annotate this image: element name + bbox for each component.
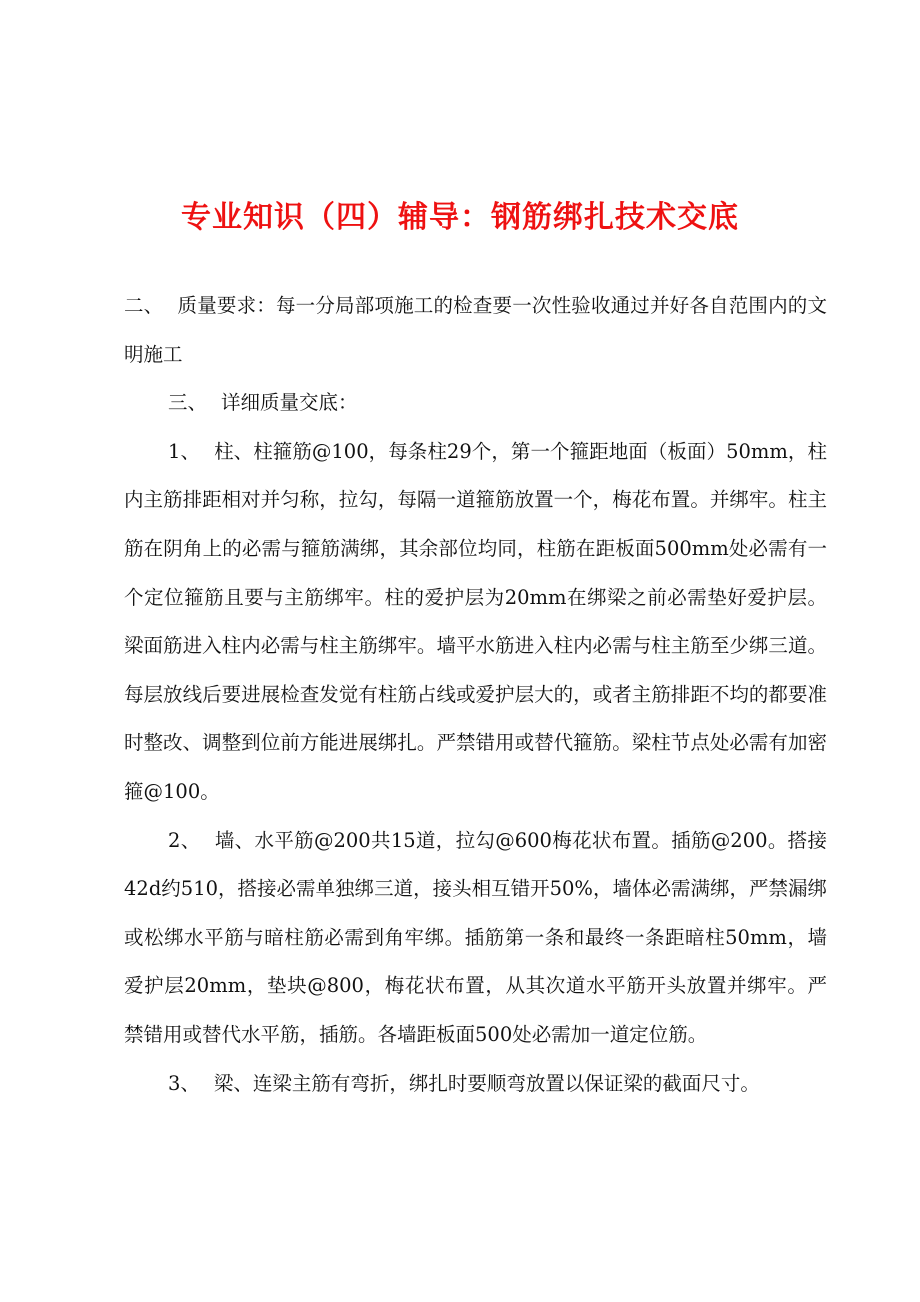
item-marker: 3、 <box>168 1071 200 1095</box>
paragraph-text: 梁、连梁主筋有弯折，绑扎时要顺弯放置以保证梁的截面尺寸。 <box>213 1071 760 1095</box>
section-quality-requirements <box>124 282 827 379</box>
document-title: 专业知识（四）辅导：钢筋绑扎技术交底 <box>181 200 739 235</box>
document-body <box>124 282 827 1108</box>
item-beams <box>124 1060 827 1109</box>
paragraph-text: 墙、水平筋@200共15道，拉勾@600梅花状布置。插筋@200。搭接42d约510，搭接必需单独绑三道，接头相互错开50%，墙体必需满绑，严禁漏绑或松绑水平筋与暗柱筋必需到角牢绑。插筋第一条和最终一条距暗柱50mm，墙爱护层20mm，垫块@800，梅花状布置，从其次道水平筋开头放置并绑牢。严禁错用或替代水平筋，插筋。各墙距板面500处必需加一道定位筋。 <box>124 828 827 1046</box>
item-marker: 2、 <box>168 828 201 852</box>
section-marker: 二、 <box>124 294 164 317</box>
paragraph-text: 详细质量交底： <box>221 391 358 415</box>
item-marker: 1、 <box>168 439 201 463</box>
paragraph-text: 质量要求：每一分局部项施工的检查要一次性验收通过并好各自范围内的文明施工 <box>124 294 827 366</box>
item-walls <box>124 817 827 1060</box>
paragraph-text: 柱、柱箍筋@100，每条柱29个，第一个箍距地面（板面）50mm，柱内主筋排距相对并匀称，拉勾，每隔一道箍筋放置一个，梅花布置。并绑牢。柱主筋在阴角上的必需与箍筋满绑，其余部位均同，柱筋在距板面500mm处必需有一个定位箍筋且要与主筋绑牢。柱的爱护层为20mm在绑梁之前必需垫好爱护层。梁面筋进入柱内必需与柱主筋绑牢。墙平水筋进入柱内必需与柱主筋至少绑三道。每层放线后要进展检查发觉有柱筋占线或爱护层大的，或者主筋排距不均的都要准时整改、调整到位前方能进展绑扎。严禁错用或替代箍筋。梁柱节点处必需有加密箍@100。 <box>124 439 827 803</box>
section-marker: 三、 <box>168 391 208 415</box>
section-detailed-quality <box>124 379 827 428</box>
item-columns <box>124 428 827 817</box>
